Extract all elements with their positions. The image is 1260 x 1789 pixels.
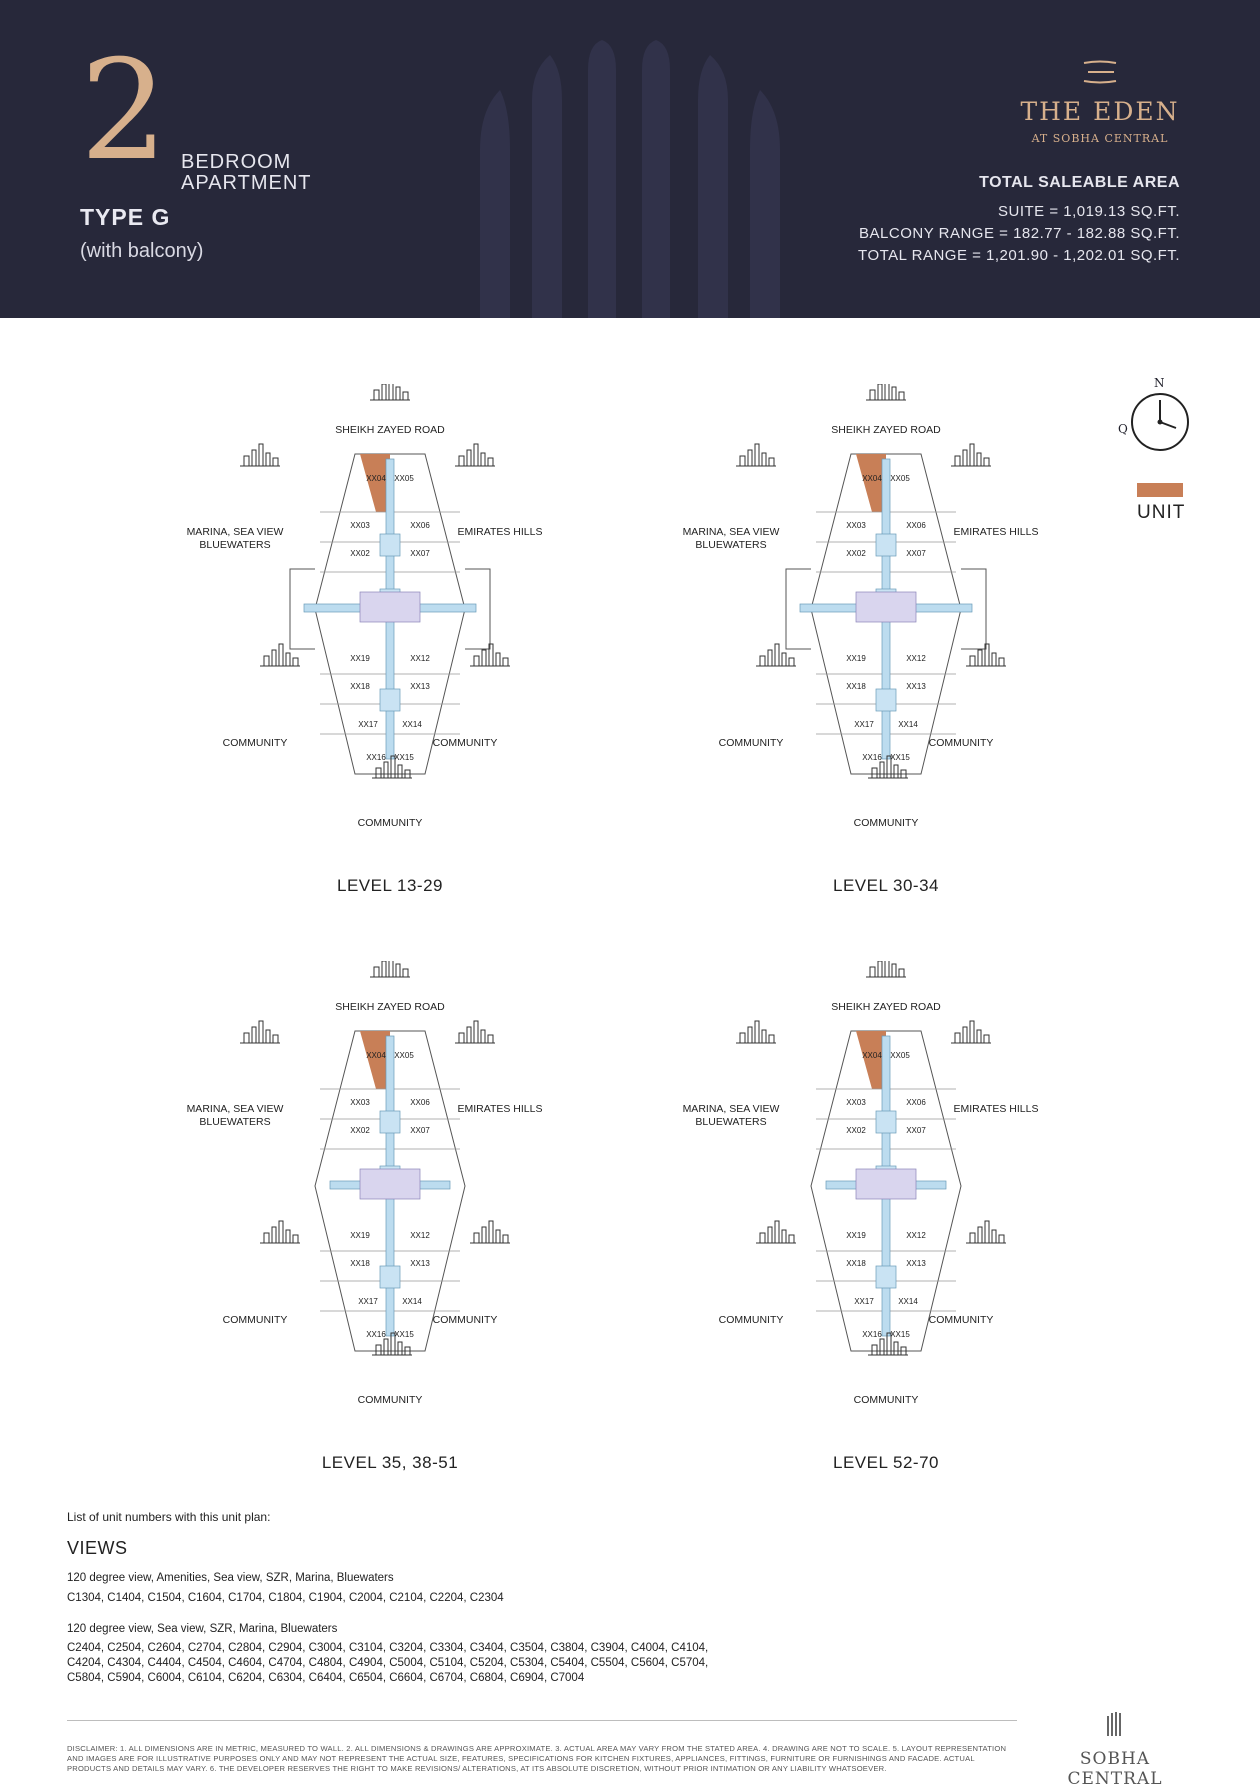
view-direction-label: COMMUNITY [357, 817, 423, 829]
unit-number: XX13 [410, 682, 430, 691]
arches-decoration [470, 40, 790, 318]
brand-subtitle: AT SOBHA CENTRAL [1031, 132, 1169, 145]
bedroom-label: BEDROOM [181, 151, 292, 173]
community-icon [470, 1221, 510, 1243]
unit-type-note: (with balcony) [80, 240, 204, 262]
view-direction-label: MARINA, SEA VIEW [186, 1103, 284, 1115]
unit-number: XX05 [890, 474, 910, 483]
compass-q: Q [1118, 422, 1128, 436]
unit-number: XX19 [350, 1231, 370, 1240]
unit-number: XX19 [846, 654, 866, 663]
footer-brand: SOBHA CENTRAL [1067, 1749, 1163, 1789]
core-block [380, 1111, 400, 1133]
unit-number: XX12 [410, 654, 430, 663]
apartment-label: APARTMENT [181, 172, 312, 194]
view-direction-label: BLUEWATERS [199, 1116, 271, 1128]
community-icon [966, 1221, 1006, 1243]
unit-number: XX14 [402, 720, 422, 729]
unit-type: TYPE G [80, 204, 171, 230]
view-direction-label: BLUEWATERS [695, 539, 767, 551]
view-direction-label: EMIRATES HILLS [457, 1103, 543, 1115]
views-heading: VIEWS [67, 1538, 128, 1558]
core-block [380, 1266, 400, 1288]
marina-icon [240, 1021, 280, 1043]
unit-number: XX12 [906, 654, 926, 663]
view-direction-label: COMMUNITY [222, 1314, 288, 1326]
unit-number: XX15 [394, 753, 414, 762]
footer-divider [67, 1720, 1017, 1721]
unit-number: XX13 [906, 1259, 926, 1268]
view-direction-label: SHEIKH ZAYED ROAD [831, 1001, 941, 1013]
unit-number: XX15 [394, 1330, 414, 1339]
view-direction-label: COMMUNITY [718, 1314, 784, 1326]
view-direction-label: MARINA, SEA VIEW [682, 1103, 780, 1115]
view-direction-label: SHEIKH ZAYED ROAD [831, 424, 941, 436]
amenity-block [856, 1169, 916, 1199]
unit-number: XX07 [906, 1126, 926, 1135]
core-block [876, 689, 896, 711]
unit-number: XX07 [410, 549, 430, 558]
unit-number: XX06 [410, 521, 430, 530]
compass-icon [1120, 380, 1190, 460]
view-direction-label: COMMUNITY [928, 737, 994, 749]
hills-icon [951, 1021, 991, 1043]
bedroom-count: 2 [80, 30, 168, 191]
core-block [876, 1266, 896, 1288]
unit-number: XX03 [350, 1098, 370, 1107]
unit-number: XX04 [862, 1051, 882, 1060]
floor-plan-drawing [240, 384, 540, 854]
unit-number: XX17 [854, 1297, 874, 1306]
marina-icon [736, 1021, 776, 1043]
floor-plan [186, 961, 543, 1472]
unit-number: XX15 [890, 753, 910, 762]
community-icon [756, 644, 796, 666]
unit-number: XX02 [846, 549, 866, 558]
hills-icon [951, 444, 991, 466]
amenity-block [856, 592, 916, 622]
unit-number: XX18 [350, 682, 370, 691]
unit-number: XX12 [410, 1231, 430, 1240]
view-direction-label: MARINA, SEA VIEW [682, 526, 780, 538]
unit-number: XX05 [394, 1051, 414, 1060]
view-direction-label: COMMUNITY [928, 1314, 994, 1326]
unit-number: XX14 [898, 1297, 918, 1306]
unit-number: XX18 [846, 682, 866, 691]
unit-number: XX16 [366, 753, 386, 762]
view-group-units [67, 1641, 827, 1686]
core-block [380, 534, 400, 556]
community-icon [260, 644, 300, 666]
view-direction-label: COMMUNITY [222, 737, 288, 749]
units-intro: List of unit numbers with this unit plan: [67, 1510, 271, 1524]
core-block [380, 689, 400, 711]
unit-number: XX06 [906, 521, 926, 530]
unit-number: XX17 [358, 720, 378, 729]
unit-number: XX18 [350, 1259, 370, 1268]
unit-number: XX02 [350, 549, 370, 558]
unit-number: XX17 [358, 1297, 378, 1306]
level-label: LEVEL 13-29 [337, 876, 443, 895]
core-block [876, 1111, 896, 1133]
floor-plan [682, 961, 1039, 1472]
hills-icon [455, 444, 495, 466]
unit-number: XX04 [366, 474, 386, 483]
floor-plan [682, 384, 1039, 895]
unit-number: XX07 [906, 549, 926, 558]
community-icon [756, 1221, 796, 1243]
unit-number: XX19 [846, 1231, 866, 1240]
unit-number: XX05 [890, 1051, 910, 1060]
view-direction-label: COMMUNITY [357, 1394, 423, 1406]
view-direction-label: EMIRATES HILLS [457, 526, 543, 538]
view-direction-label: EMIRATES HILLS [953, 526, 1039, 538]
legend-unit-label: UNIT [1137, 502, 1186, 523]
unit-number: XX16 [366, 1330, 386, 1339]
unit-number: XX07 [410, 1126, 430, 1135]
unit-number: XX17 [854, 720, 874, 729]
unit-number: XX04 [366, 1051, 386, 1060]
eden-logo-icon [1080, 60, 1120, 84]
brand-name: THE EDEN [1020, 97, 1180, 126]
area-balcony: BALCONY RANGE = 182.77 - 182.88 SQ.FT. [859, 225, 1180, 242]
unit-list-line: C5804, C5904, C6004, C6104, C6204, C6304, C6404, C6504, C6604, C6704, C6804, C6904, C7004 [67, 1672, 585, 1684]
unit-number: XX05 [394, 474, 414, 483]
view-direction-label: SHEIKH ZAYED ROAD [335, 424, 445, 436]
community-icon [260, 1221, 300, 1243]
amenity-block [360, 592, 420, 622]
view-direction-label: MARINA, SEA VIEW [186, 526, 284, 538]
skyline-icon [370, 384, 410, 400]
unit-number: XX16 [862, 1330, 882, 1339]
marina-icon [736, 444, 776, 466]
area-title: TOTAL SALEABLE AREA [979, 174, 1180, 191]
skyline-icon [370, 961, 410, 977]
unit-number: XX14 [402, 1297, 422, 1306]
unit-number: XX16 [862, 753, 882, 762]
unit-number: XX03 [350, 521, 370, 530]
skyline-icon [866, 961, 906, 977]
header-banner [0, 0, 1260, 318]
view-direction-label: BLUEWATERS [199, 539, 271, 551]
unit-number: XX04 [862, 474, 882, 483]
view-direction-label: SHEIKH ZAYED ROAD [335, 1001, 445, 1013]
unit-list-line: C1304, C1404, C1504, C1604, C1704, C1804, C1904, C2004, C2104, C2204, C2304 [67, 1592, 504, 1604]
legend-unit-swatch [1137, 483, 1183, 497]
unit-number: XX13 [410, 1259, 430, 1268]
view-group-title: 120 degree view, Amenities, Sea view, SZR, Marina, Bluewaters [67, 1572, 394, 1584]
saleable-area [858, 174, 1180, 267]
floor-plan-drawing [240, 961, 540, 1431]
sobha-logo [1030, 1712, 1200, 1789]
unit-number: XX14 [898, 720, 918, 729]
view-direction-label: BLUEWATERS [695, 1116, 767, 1128]
unit-list-line: C2404, C2504, C2604, C2704, C2804, C2904, C3004, C3104, C3204, C3304, C3404, C3504, C3804, C3904, C4004, C4104, [67, 1642, 709, 1654]
level-label: LEVEL 52-70 [833, 1453, 939, 1472]
hills-icon [455, 1021, 495, 1043]
view-direction-label: EMIRATES HILLS [953, 1103, 1039, 1115]
unit-number: XX02 [846, 1126, 866, 1135]
floor-plan [186, 384, 543, 895]
floor-plan-drawing [736, 384, 1036, 854]
area-total: TOTAL RANGE = 1,201.90 - 1,202.01 SQ.FT. [858, 247, 1180, 264]
unit-number: XX03 [846, 1098, 866, 1107]
unit-number: XX02 [350, 1126, 370, 1135]
compass-north: N [1154, 376, 1165, 390]
view-direction-label: COMMUNITY [718, 737, 784, 749]
level-label: LEVEL 30-34 [833, 876, 939, 895]
unit-number: XX12 [906, 1231, 926, 1240]
unit-number: XX06 [906, 1098, 926, 1107]
unit-number: XX18 [846, 1259, 866, 1268]
marina-icon [240, 444, 280, 466]
disclaimer: DISCLAIMER: 1. ALL DIMENSIONS ARE IN METRIC, MEASURED TO WALL. 2. ALL DIMENSIONS & DRAWINGS ARE APPROXIMATE. 3. ACTUAL AREA MAY VARY FROM THE STATED AREA. 4. DRAWING ARE NOT TO SCALE. 5. LAYOUT REPRESENTATION AND IMAGES ARE FOR ILLUSTRATIVE PURPOSES ONLY AND MAY NOT REPRESENT THE ACTUAL SIZE, FEATURES, SPECIFICATIONS FOR KITCHEN FIXTURES, APPLIANCES, FITTINGS, FURNITURE OR FURNISHINGS AND FACADE. ACTUAL PRODUCTS AND DETAILS MAY VARY. 6. THE DEVELOPER RESERVES THE RIGHT TO MAKE REVISIONS/ ALTERATIONS, AT ITS ABSOLUTE DISCRETION, WITHOUT PRIOR INTIMATION OR ANY LIABILITY WHATSOEVER. [67, 1744, 1007, 1773]
unit-number: XX13 [906, 682, 926, 691]
unit-number: XX15 [890, 1330, 910, 1339]
view-direction-label: COMMUNITY [432, 737, 498, 749]
skyline-icon [866, 384, 906, 400]
floor-plan-drawing [736, 961, 1036, 1431]
view-group-units [67, 1591, 827, 1606]
view-direction-label: COMMUNITY [853, 1394, 919, 1406]
unit-list-line: C4204, C4304, C4404, C4504, C4604, C4704, C4804, C4904, C5004, C5104, C5204, C5304, C5404, C5504, C5604, C5704, [67, 1657, 709, 1669]
eden-logo [1020, 60, 1180, 145]
amenity-block [360, 1169, 420, 1199]
unit-number: XX06 [410, 1098, 430, 1107]
sobha-logo-icon [1105, 1712, 1125, 1738]
view-direction-label: COMMUNITY [853, 817, 919, 829]
area-suite: SUITE = 1,019.13 SQ.FT. [998, 203, 1180, 220]
level-label: LEVEL 35, 38-51 [321, 1453, 459, 1472]
core-block [876, 534, 896, 556]
view-group-title: 120 degree view, Sea view, SZR, Marina, Bluewaters [67, 1623, 338, 1635]
unit-number: XX19 [350, 654, 370, 663]
unit-number: XX03 [846, 521, 866, 530]
view-direction-label: COMMUNITY [432, 1314, 498, 1326]
